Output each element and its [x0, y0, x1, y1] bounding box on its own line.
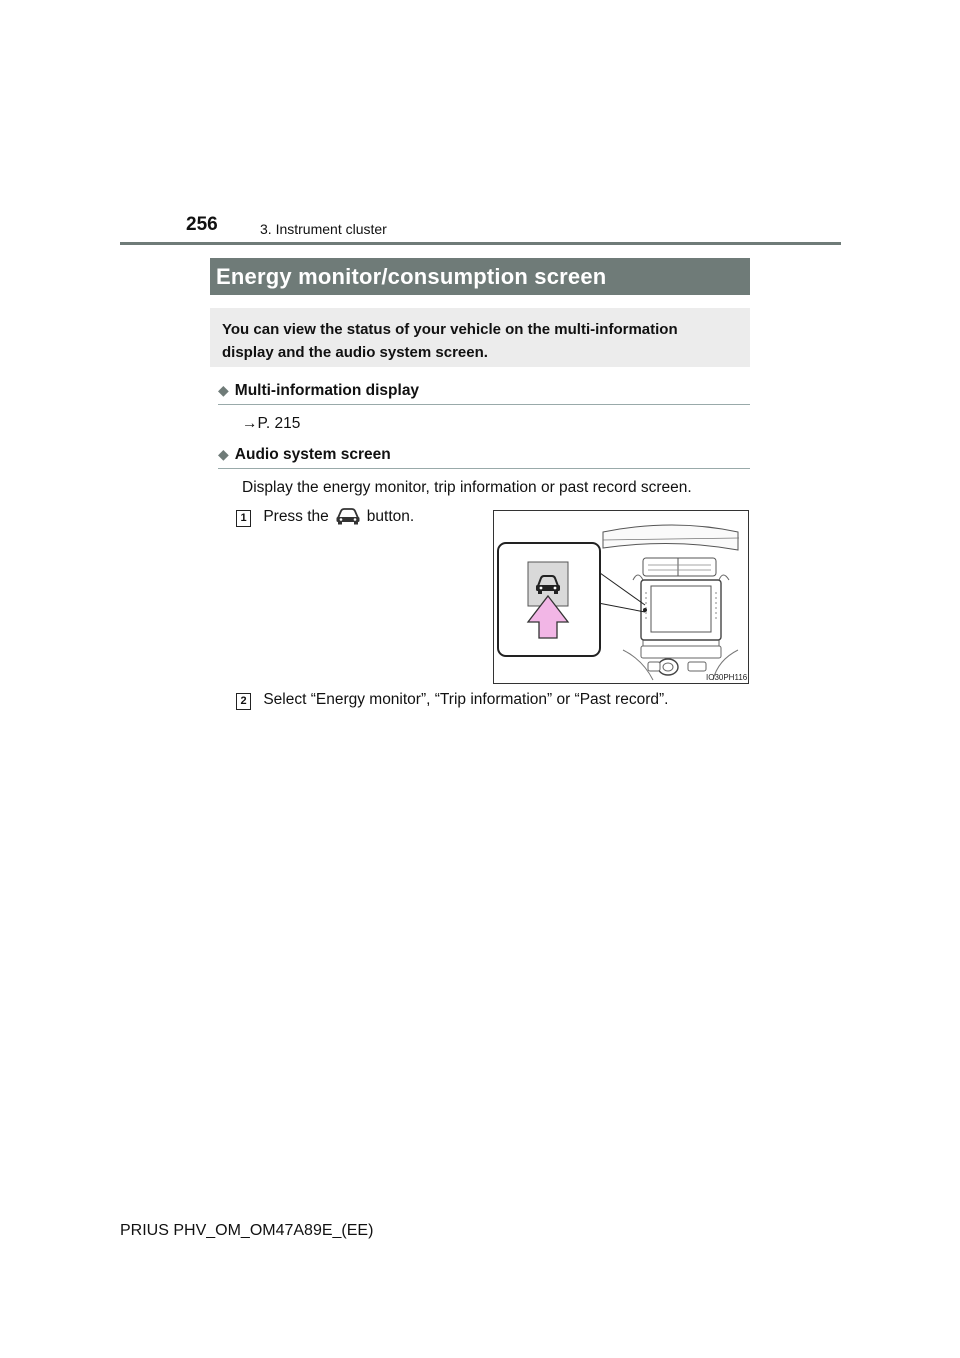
car-icon — [335, 507, 361, 530]
dashboard-illustration — [493, 510, 749, 684]
intro-line-1: You can view the status of your vehicle on the multi-information — [222, 321, 678, 338]
step-1-number: 1 — [236, 510, 251, 527]
multi-info-heading-text: Multi-information display — [234, 382, 420, 399]
figure-code: IO30PH116 — [706, 673, 748, 682]
diamond-bullet-icon: ◆ — [218, 382, 229, 398]
step-1-text-after: button. — [366, 508, 415, 525]
audio-heading-text: Audio system screen — [234, 446, 391, 463]
intro-box — [210, 308, 750, 367]
step-2-number: 2 — [236, 693, 251, 710]
step-1 — [236, 507, 414, 530]
intro-line-2: display and the audio system screen. — [222, 344, 488, 361]
document-id: PRIUS PHV_OM_OM47A89E_(EE) — [120, 1222, 374, 1239]
multi-info-heading — [218, 382, 750, 405]
header-rule — [120, 242, 841, 245]
step-2 — [236, 691, 668, 710]
step-2-text: Select “Energy monitor”, “Trip information” or “Past record”. — [263, 691, 669, 708]
step-1-text-before: Press the — [263, 508, 329, 525]
audio-description: Display the energy monitor, trip information or past record screen. — [242, 479, 692, 496]
chapter-title: 3. Instrument cluster — [260, 221, 387, 237]
section-title: Energy monitor/consumption screen — [210, 258, 750, 295]
page-number: 256 — [186, 214, 218, 235]
audio-heading — [218, 446, 750, 469]
diamond-bullet-icon: ◆ — [218, 446, 229, 462]
multi-info-reference: →P. 215 — [242, 415, 301, 432]
